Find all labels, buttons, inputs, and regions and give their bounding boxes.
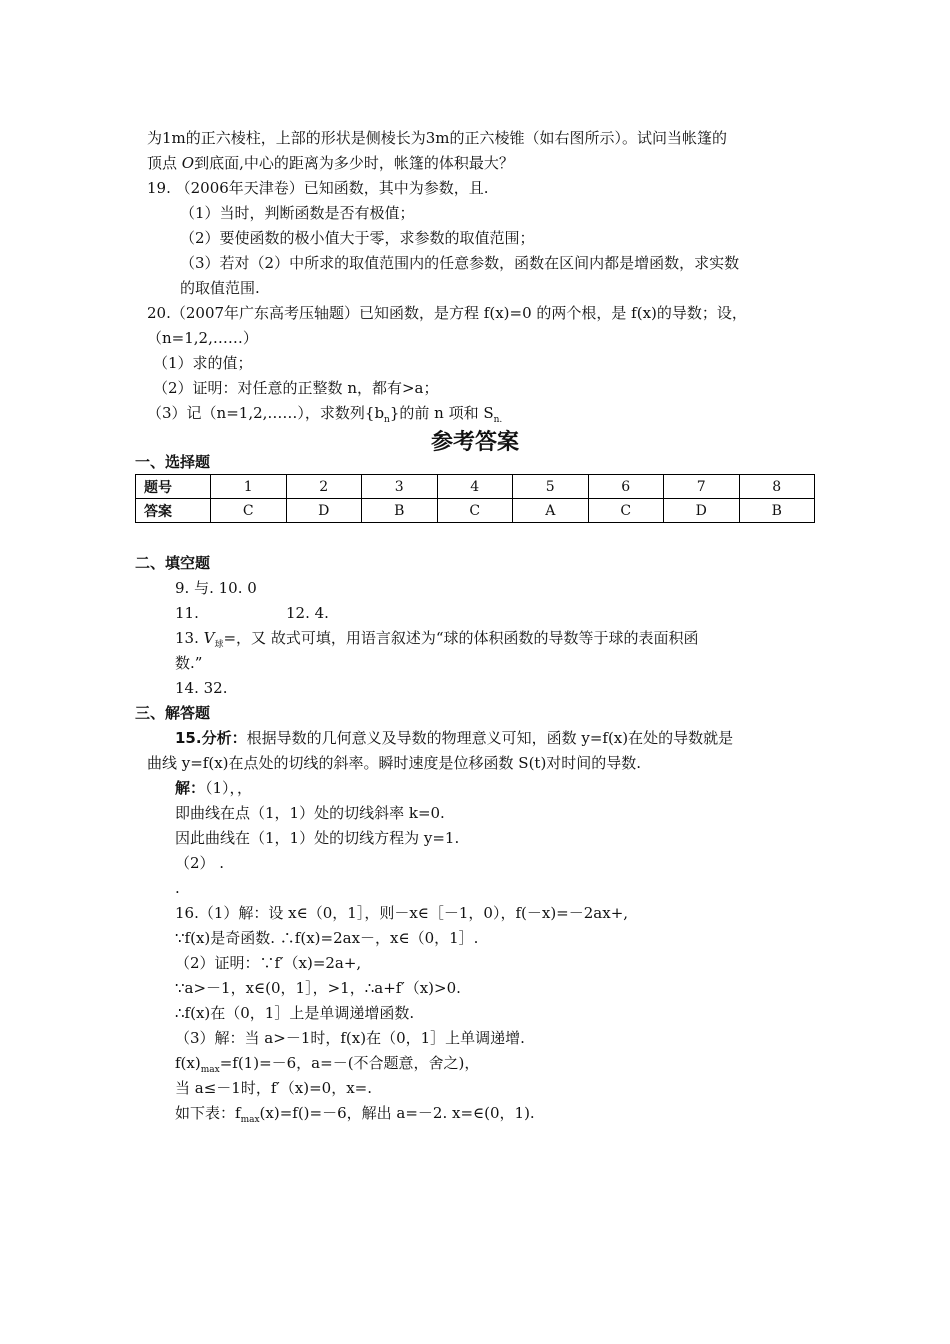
table-cell: 3	[362, 475, 438, 499]
s16-line-2: ∵f(x)是奇函数. ∴f(x)=2ax－，x∈（0，1］.	[175, 929, 479, 947]
row-header-number: 题号	[136, 475, 211, 499]
problem-19-part-3-cont: 的取值范围.	[180, 279, 260, 297]
s15-line-2: 曲线 y=f(x)在点处的切线的斜率。瞬时速度是位移函数 S(t)对时间的导数.	[147, 754, 642, 772]
fill-line-3: 13. $V_球=$，又 故式可填，用语言叙述为“球的体积函数的导数等于球的表面积函	[175, 629, 699, 650]
fill-line-2a: 11.	[175, 604, 199, 622]
problem-20-n: （n=1,2,……）	[147, 329, 258, 347]
choice-answer-table	[135, 474, 815, 523]
s16-line-7: $f(x)_{max}=f(1)=-6$，a=－(不合题意，舍之)，	[175, 1054, 480, 1075]
table-cell: C	[437, 499, 513, 523]
section-solution-heading: 三、解答题	[135, 704, 211, 722]
s16-line-3: （2）证明：∵f′（x)=2a+,	[175, 954, 362, 972]
s16-line-6: （3）解：当 a>－1时，f(x)在（0，1］上单调递增.	[175, 1029, 525, 1047]
problem-20-part-2: （2）证明：对任意的正整数 n，都有>a；	[153, 379, 439, 397]
problem-19-stem: 19. （2006年天津卷）已知函数，其中为参数，且.	[147, 179, 489, 197]
fill-line-1: 9. 与. 10. 0	[175, 579, 257, 597]
problem-19-part-3: （3）若对（2）中所求的取值范围内的任意参数，函数在区间内都是增函数，求实数	[180, 254, 740, 272]
s15-line-3: 解：（1），，	[175, 779, 253, 797]
table-cell: 5	[513, 475, 589, 499]
table-cell: C	[211, 499, 287, 523]
problem-20-part-1: （1）求的值；	[153, 354, 253, 372]
s16-line-9: 如下表：$f_{max}(x)=f()=-6$，解出 a=－2. x=∈(0，1).	[175, 1104, 535, 1125]
s16-line-4: ∵a>－1，x∈(0，1］，>1，∴a+f′（x)>0.	[175, 979, 461, 997]
s15-line-6: （2） .	[175, 854, 225, 872]
problem-20-stem: 20.（2007年广东高考压轴题）已知函数，是方程 f(x)=0 的两个根，是 f(x)的导数；设，	[147, 304, 747, 322]
s15-line-5: 因此曲线在（1，1）处的切线方程为 y=1.	[175, 829, 460, 847]
s15-line-1: 15.分析：根据导数的几何意义及导数的物理意义可知，函数 y=f(x)在处的导数就是	[175, 729, 734, 747]
fill-line-4: 14. 32.	[175, 679, 228, 697]
s15-line-7: .	[175, 879, 180, 897]
s16-line-5: ∴f(x)在（0，1］上是单调递增函数.	[175, 1004, 415, 1022]
section-fill-heading: 二、填空题	[135, 554, 211, 572]
fill-line-3-cont: 数.”	[175, 654, 203, 672]
table-cell: C	[588, 499, 664, 523]
problem-20-part-3: （3）记（n=1,2,……），求数列$\{b_n\}$的前 n 项和 $S_{n.}$	[147, 404, 503, 425]
table-cell: 8	[739, 475, 815, 499]
table-cell: A	[513, 499, 589, 523]
table-cell: D	[664, 499, 740, 523]
problem-18-line-2: 顶点 O到底面,中心的距离为多少时，帐篷的体积最大？	[147, 154, 514, 172]
row-header-answer: 答案	[136, 499, 211, 523]
problem-18-line-1: 为1m的正六棱柱，上部的形状是侧棱长为3m的正六棱锥（如右图所示）。试问当帐篷的	[147, 129, 728, 147]
table-cell: 6	[588, 475, 664, 499]
table-cell: B	[739, 499, 815, 523]
table-row	[136, 475, 815, 499]
answer-title: 参考答案	[430, 430, 519, 455]
table-cell: 1	[211, 475, 287, 499]
problem-19-part-2: （2）要使函数的极小值大于零，求参数的取值范围；	[180, 229, 535, 247]
problem-19-part-1: （1）当时，判断函数是否有极值；	[180, 204, 415, 222]
table-row	[136, 499, 815, 523]
table-cell: 7	[664, 475, 740, 499]
section-choice-heading: 一、选择题	[135, 453, 211, 471]
table-cell: 4	[437, 475, 513, 499]
table-cell: D	[286, 499, 362, 523]
s15-line-4: 即曲线在点（1，1）处的切线斜率 k=0.	[175, 804, 445, 822]
fill-line-2b: 12. 4.	[286, 604, 329, 622]
s16-line-1: 16.（1）解：设 x∈（0，1］，则－x∈［－1，0），f(－x)=－2ax+,	[175, 904, 629, 922]
table-cell: B	[362, 499, 438, 523]
table-cell: 2	[286, 475, 362, 499]
s16-line-8: 当 a≤－1时，f′（x)=0，x=.	[175, 1079, 373, 1097]
